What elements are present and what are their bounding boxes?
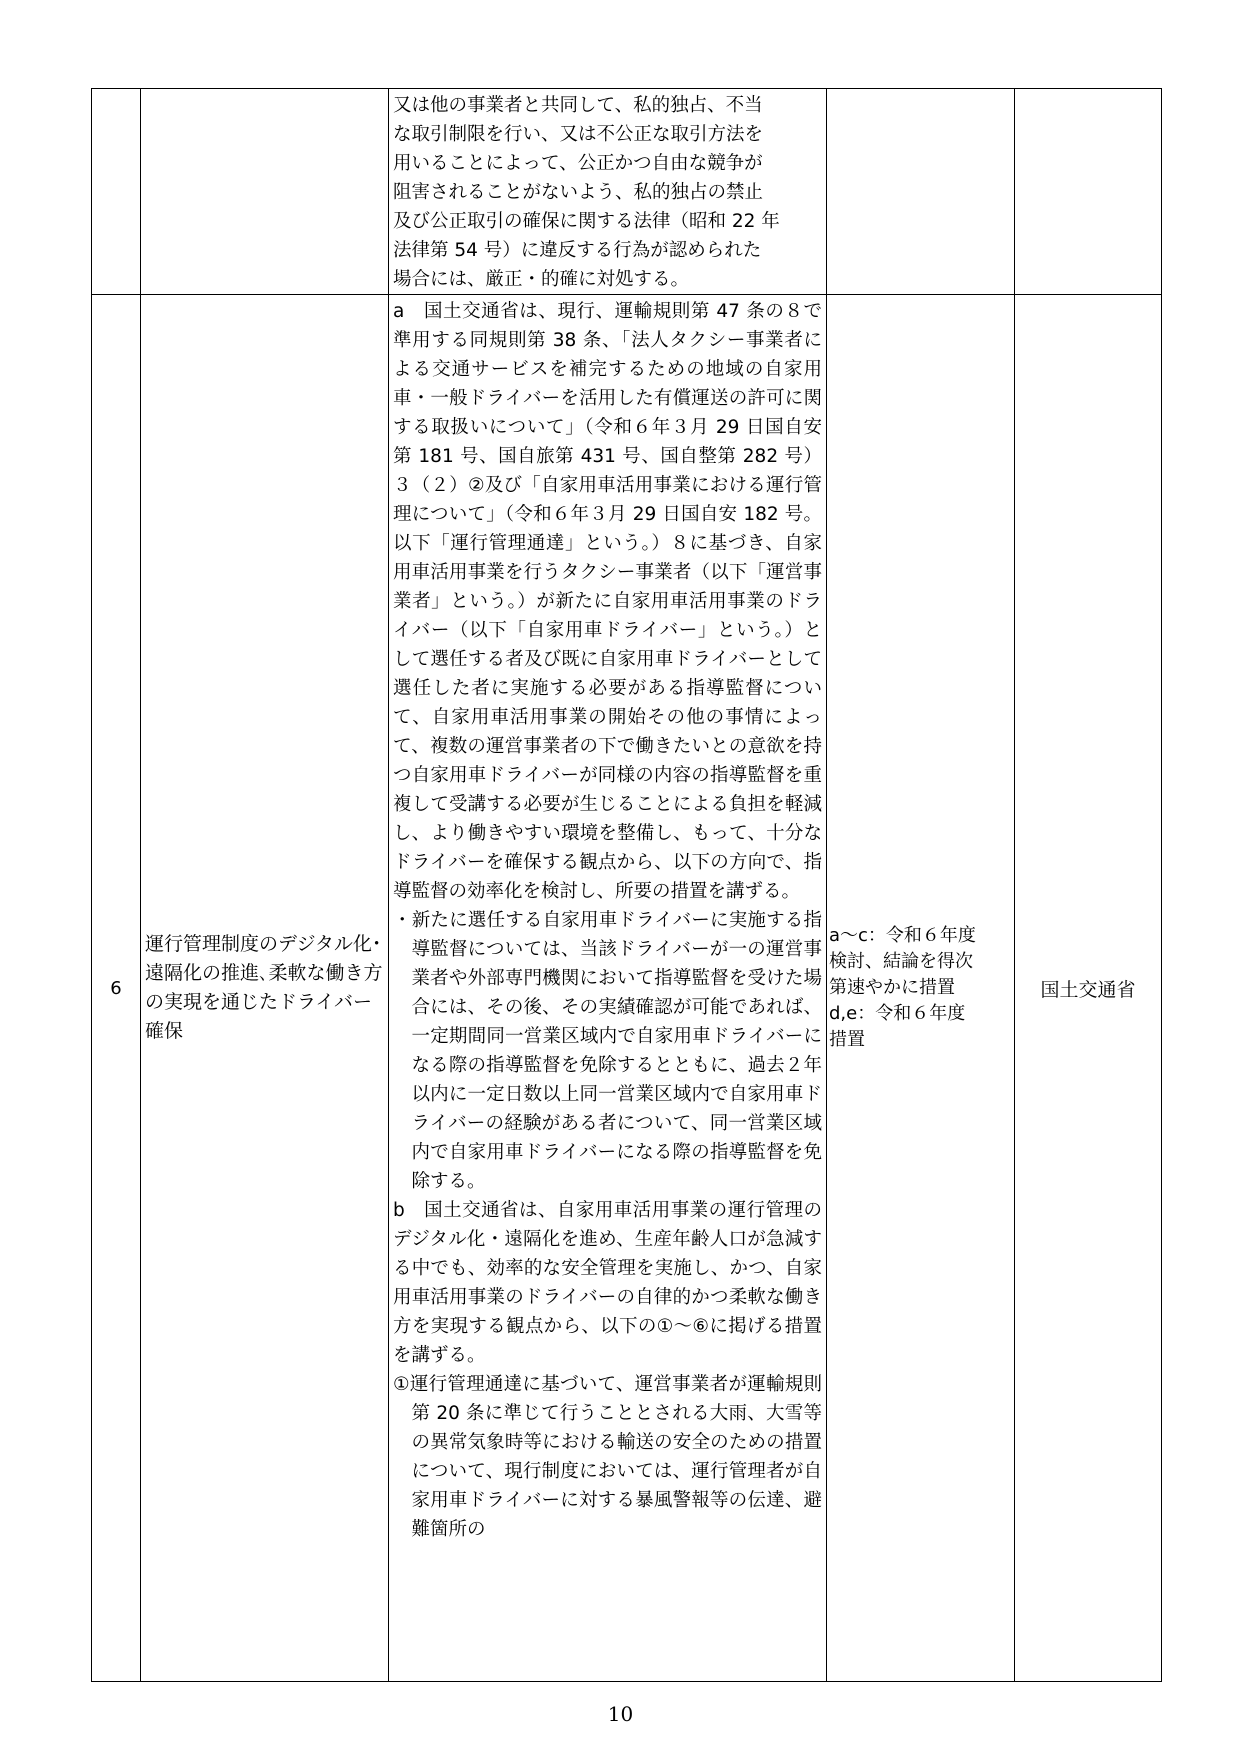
schedule-line: 措置: [829, 1029, 865, 1050]
title-cell: [141, 89, 389, 295]
item-title: 運行管理制度のデジタル化･遠隔化の推進､柔軟な働き方の実現を通じたドライバー確保: [141, 295, 389, 1682]
table-row: [92, 295, 1162, 1682]
text-line: 場合には、厳正・的確に対処する。: [393, 269, 690, 290]
paragraph-b: b 国土交通省は、自家用車活用事業の運行管理のデジタル化・遠隔化を進め、生産年齢人口が急減する中でも、効率的な安全管理を実施し、かつ、自家用車活用事業のドライバーの自律的かつ柔軟な働き方を実現する観点から、以下の①～⑥に掲げる措置を講ずる。: [393, 1200, 822, 1366]
text-line: 又は他の事業者と共同して、私的独占、不当: [393, 95, 763, 116]
text-line: 法律第 54 号）に違反する行為が認められた: [393, 240, 762, 261]
schedule-line: 検討、結論を得次: [829, 951, 973, 972]
content-cell: [389, 89, 827, 295]
item-content: [389, 295, 826, 1544]
text-line: 阻害されることがないよう、私的独占の禁止: [393, 182, 764, 203]
item-agency: 国土交通省: [1015, 295, 1162, 1682]
text-line: 用いることによって、公正かつ自由な競争が: [393, 153, 763, 174]
content-cell: [389, 295, 827, 1682]
agency-cell: [1015, 89, 1162, 295]
item-number: 6: [92, 295, 141, 1682]
text-line: な取引制限を行い、又は不公正な取引方法を: [393, 124, 764, 145]
number-cell: [92, 89, 141, 295]
schedule-cell: [827, 89, 1015, 295]
text-line: 及び公正取引の確保に関する法律（昭和 22 年: [393, 211, 780, 232]
schedule-line: 第速やかに措置: [829, 977, 955, 998]
measures-table: [91, 88, 1162, 1682]
table-row: [92, 89, 1162, 295]
continuation-text: [389, 89, 826, 294]
item-schedule: [827, 295, 1015, 1682]
page-number: 10: [607, 1702, 634, 1726]
schedule-line: a～c：令和６年度: [829, 925, 976, 946]
paragraph-a-bullet: ・新たに選任する自家用車ドライバーに実施する指導監督については、当該ドライバーが一の運営事業者や外部専門機関において指導監督を受けた場合には、その後、その実績確認が可能であれば、一定期間同一営業区域内で自家用車ドライバーになる際の指導監督を免除するとともに、過去２年以内に一定日数以上同一営業区域内で自家用車ドライバーの経験がある者について、同一営業区域内で自家用車ドライバーになる際の指導監督を免除する。: [393, 910, 822, 1192]
schedule-line: d,e：令和６年度: [829, 1003, 966, 1024]
paragraph-b-item-1: ①運行管理通達に基づいて、運営事業者が運輸規則第 20 条に準じて行うこととされる大雨、大雪等の異常気象時等における輸送の安全のための措置について、現行制度においては、運行管理者が自家用車ドライバーに対する暴風警報等の伝達、避難箇所の: [393, 1374, 822, 1540]
paragraph-a: a 国土交通省は、現行、運輸規則第 47 条の８で準用する同規則第 38 条、「法人タクシー事業者による交通サービスを補完するための地域の自家用車・一般ドライバーを活用した有償運送の許可に関する取扱いについて」（令和６年３月 29 日国自安第 181 号、国自旅第 431 号、国自整第 282 号）３（２）②及び「自家用車活用事業における運行管理について」（令和６年３月 29 日国自安 182 号。以下「運行管理通達」という。）８に基づき、自家用車活用事業を行うタクシー事業者（以下「運営事業者」という。）が新たに自家用車活用事業のドライバー（以下「自家用車ドライバー」という。）として選任する者及び既に自家用車ドライバーとして選任した者に実施する必要がある指導監督について、自家用車活用事業の開始その他の事情によって、複数の運営事業者の下で働きたいとの意欲を持つ自家用車ドライバーが同様の内容の指導監督を重複して受講する必要が生じることによる負担を軽減し、より働きやすい環境を整備し、もって、十分なドライバーを確保する観点から、以下の方向で、指導監督の効率化を検討し、所要の措置を講ずる。: [393, 301, 822, 902]
